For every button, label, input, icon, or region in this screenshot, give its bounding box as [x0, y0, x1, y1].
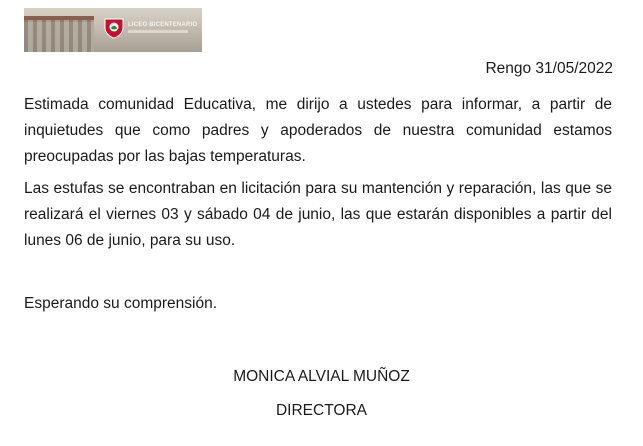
body-paragraph-1: Estimada comunidad Educativa, me dirijo a ustedes para informar, a partir de inquietudes que como padres y apoderados de nuestra comunidad estamos preocupadas por las bajas temperaturas.: [24, 96, 612, 165]
signatory-name: MONICA ALVIAL MUÑOZ: [233, 368, 410, 385]
signatory-title: DIRECTORA: [275, 402, 367, 419]
letter-date: Rengo 31/05/2022: [485, 60, 613, 77]
closing-line: Esperando su comprensión.: [24, 295, 218, 312]
banner-school-name: LICEO BICENTENARIO: [128, 22, 198, 28]
school-header-banner: [24, 8, 202, 52]
banner-subtitle-strip: [128, 30, 188, 33]
school-crest-icon: [102, 16, 126, 40]
school-building-image: [24, 20, 94, 52]
body-paragraph-2: Las estufas se encontraban en licitación para su mantención y reparación, las que se realizará el viernes 03 y sábado 04 de junio, las que estarán disponibles a partir del lunes 06 de junio, para su uso.: [24, 180, 612, 249]
